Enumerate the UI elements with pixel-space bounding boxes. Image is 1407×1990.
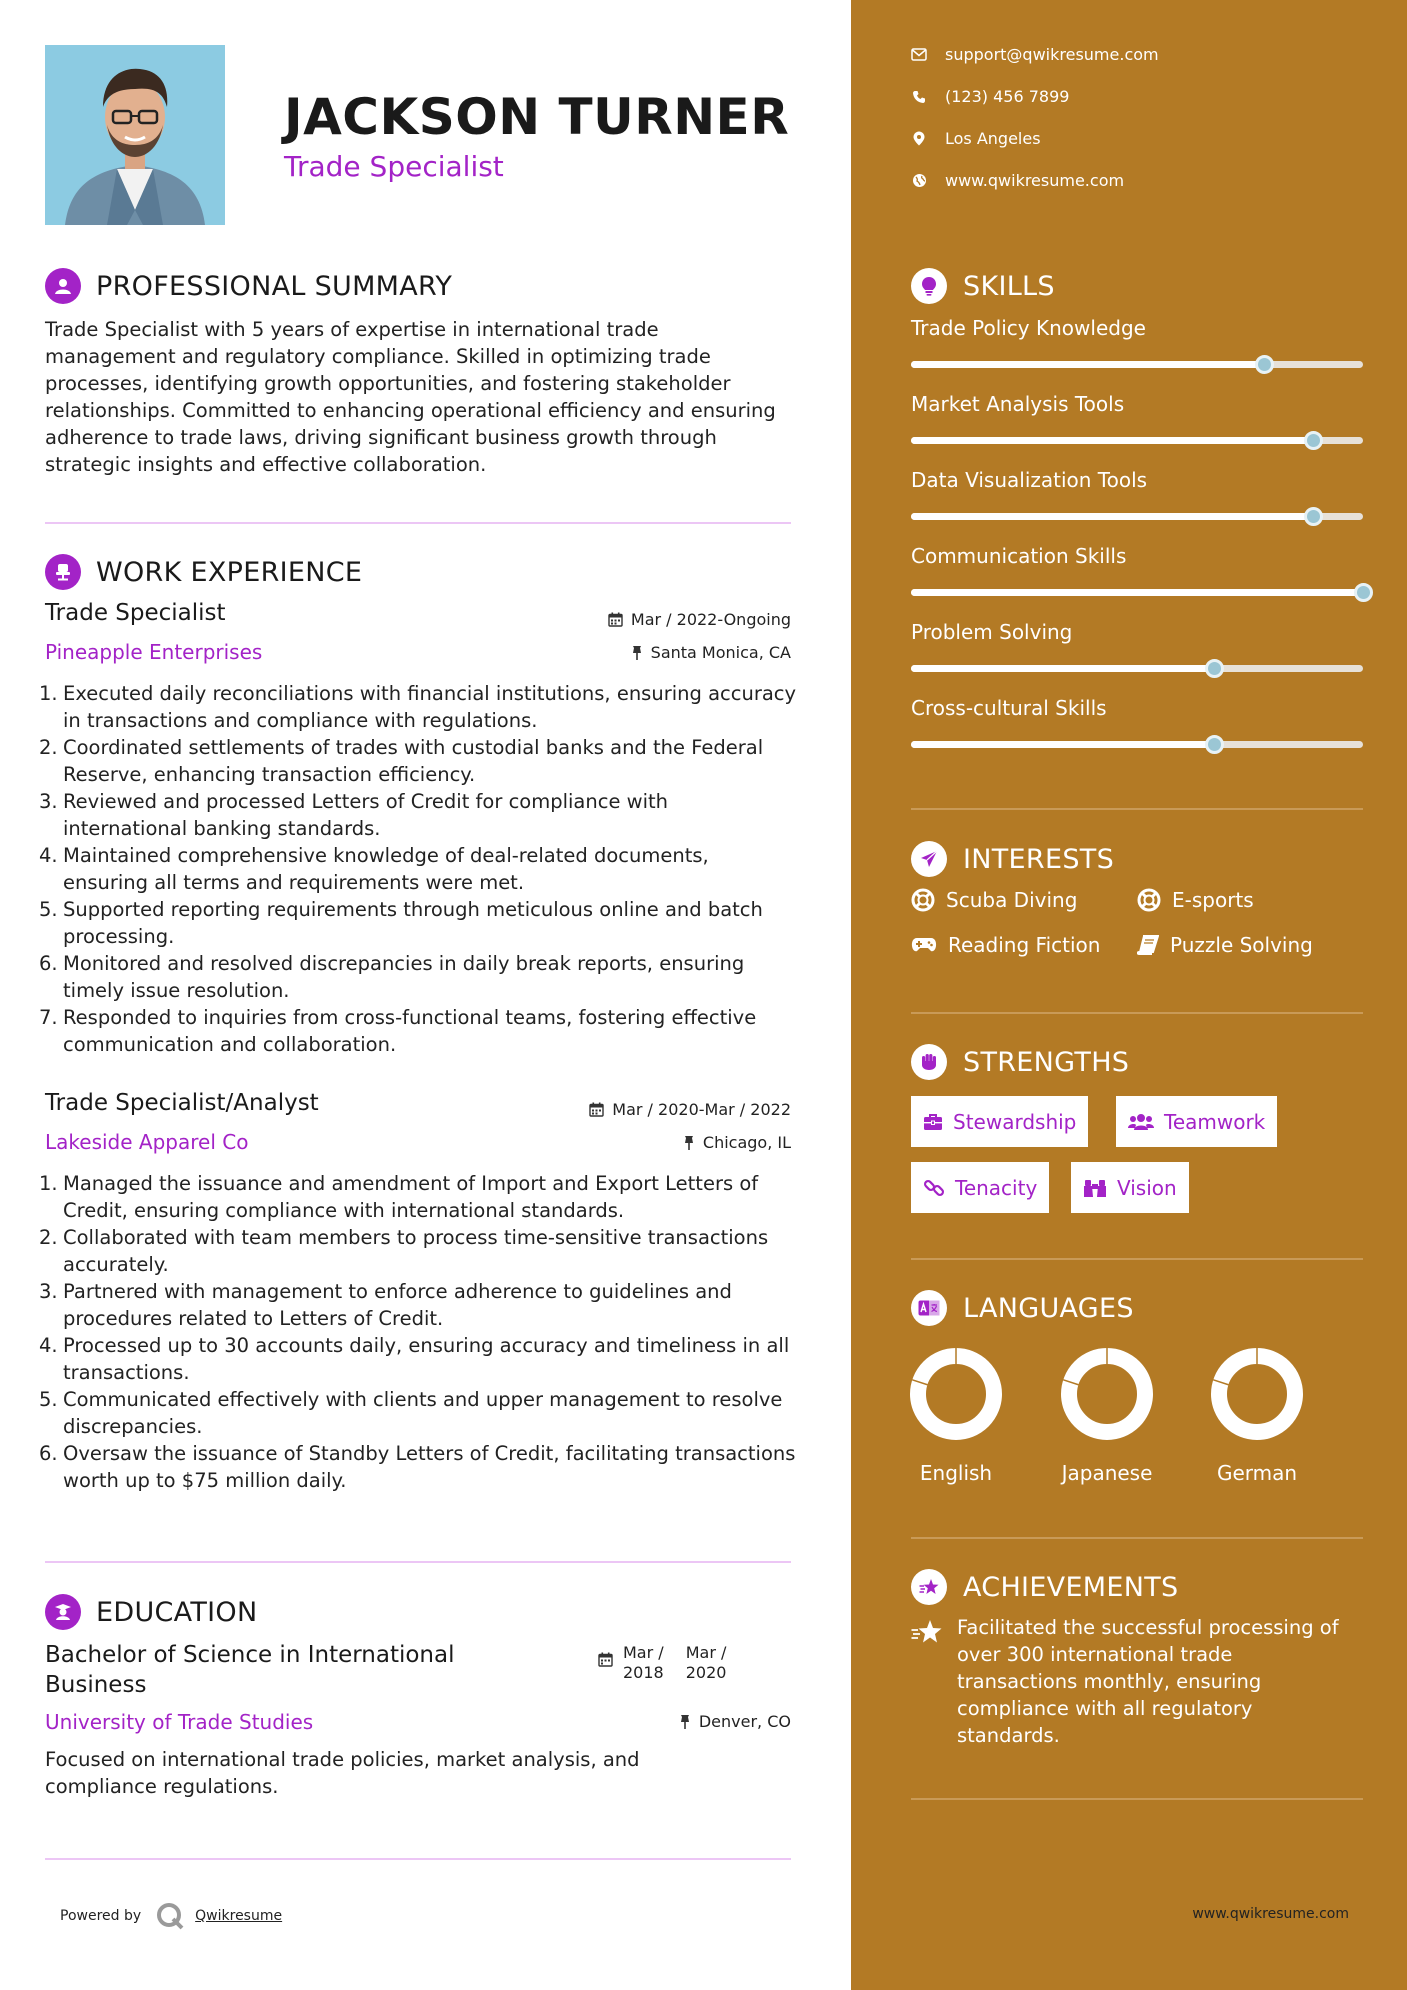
language-ring-track — [1219, 1356, 1295, 1432]
candidate-title: Trade Specialist — [284, 150, 504, 183]
interest-item — [1137, 888, 1254, 912]
skills-heading: SKILLS — [963, 270, 1055, 302]
skill-level-knob — [1304, 507, 1323, 526]
duty-text: Oversaw the issuance of Standby Letters of Credit, facilitating transactions worth up to $75 million daily. — [63, 1442, 796, 1492]
duty-item: 4. Maintained comprehensive knowledge of deal-related documents, ensuring all terms and requirements were met. — [39, 844, 709, 894]
sidebar — [851, 0, 1407, 1990]
duty-text: Collaborated with team members to process time-sensitive transactions accurately. — [63, 1226, 769, 1276]
star-badge-icon — [911, 1618, 943, 1646]
contact-email[interactable] — [911, 45, 1159, 64]
duty-text: Coordinated settlements of trades with custodial banks and the Federal Reserve, enhancing transaction efficiency. — [63, 736, 764, 786]
briefcase-icon — [923, 1113, 943, 1131]
powered-by-label: Powered by — [60, 1908, 142, 1924]
footer-website[interactable]: www.qwikresume.com — [1192, 1906, 1349, 1922]
strength-badge — [1071, 1162, 1189, 1213]
strengths-header — [911, 1044, 1129, 1080]
skill-label: Data Visualization Tools — [911, 468, 1148, 492]
job-dates — [608, 610, 791, 629]
lifebuoy-icon — [1137, 888, 1161, 912]
achievements-heading: ACHIEVEMENTS — [963, 1571, 1179, 1603]
section-divider — [911, 1798, 1363, 1800]
paper-plane-icon — [911, 841, 947, 877]
education-header — [45, 1594, 257, 1630]
skill-level-knob — [1354, 583, 1373, 602]
language-ring-track — [1069, 1356, 1145, 1432]
job-dates-text: Mar / 2020-Mar / 2022 — [612, 1100, 791, 1119]
summary-heading: PROFESSIONAL SUMMARY — [96, 270, 453, 302]
achievement-item — [911, 1614, 1357, 1749]
qwikresume-logo-icon — [155, 1901, 185, 1931]
skill-label: Problem Solving — [911, 620, 1073, 644]
skill-level-bar — [911, 361, 1363, 368]
duty-text: Communicated effectively with clients and upper management to resolve discrepancies. — [63, 1388, 783, 1438]
company-name: Lakeside Apparel Co — [45, 1130, 249, 1154]
language-level-ring — [906, 1344, 1006, 1444]
skill-label: Market Analysis Tools — [911, 392, 1125, 416]
skill-level-fill — [911, 741, 1214, 748]
job-location-text: Santa Monica, CA — [650, 643, 791, 662]
end-year: 2020 — [685, 1663, 727, 1682]
duty-item: 1. Executed daily reconciliations with financial institutions, ensuring accuracy in transactions and compliance with regulations. — [39, 682, 797, 732]
languages-header — [911, 1290, 1134, 1326]
skill-label: Communication Skills — [911, 544, 1127, 568]
degree-line-2: Business — [45, 1672, 147, 1698]
book-icon — [1137, 935, 1159, 955]
duty-item: 3. Partnered with management to enforce adherence to guidelines and procedures related to Letters of Credit. — [39, 1280, 732, 1330]
language-label: English — [919, 1461, 993, 1485]
binoculars-icon — [1083, 1178, 1107, 1198]
candidate-name: JACKSON TURNER — [284, 88, 790, 146]
interest-item — [1137, 933, 1313, 957]
users-icon — [1128, 1113, 1154, 1131]
summary-header — [45, 268, 452, 304]
duty-item: 5. Communicated effectively with clients and upper management to resolve discrepancies. — [39, 1388, 783, 1438]
strength-label: Teamwork — [1164, 1109, 1266, 1134]
interest-item — [911, 888, 1077, 912]
duty-text: Partnered with management to enforce adherence to guidelines and procedures related to Letters of Credit. — [63, 1280, 732, 1330]
language-ring-track — [918, 1356, 994, 1432]
email-text: support@qwikresume.com — [945, 45, 1159, 64]
strength-label: Stewardship — [953, 1109, 1077, 1134]
section-divider — [911, 808, 1363, 810]
skill-level-bar — [911, 513, 1363, 520]
website-text: www.qwikresume.com — [945, 171, 1125, 190]
skill-level-bar — [911, 741, 1363, 748]
experience-header — [45, 554, 362, 590]
school-name: University of Trade Studies — [45, 1710, 314, 1734]
envelope-icon — [911, 48, 927, 61]
section-divider — [45, 1858, 791, 1860]
duty-text: Managed the issuance and amendment of Import and Export Letters of Credit, ensuring compliance with international standards. — [63, 1172, 759, 1222]
job-location — [631, 643, 791, 662]
language-item — [1057, 1344, 1157, 1485]
job-location — [683, 1133, 791, 1152]
strength-label: Tenacity — [955, 1175, 1038, 1200]
school-location — [679, 1712, 791, 1731]
company-name: Pineapple Enterprises — [45, 640, 263, 664]
job-dates — [589, 1100, 791, 1119]
start-year: 2018 — [623, 1663, 664, 1682]
globe-icon — [912, 173, 927, 188]
skill-level-fill — [911, 665, 1214, 672]
language-level-ring — [1207, 1344, 1307, 1444]
qwikresume-link[interactable]: Qwikresume — [195, 1908, 283, 1924]
pin-icon — [631, 645, 643, 660]
section-divider — [45, 522, 791, 524]
skill-label: Trade Policy Knowledge — [911, 316, 1146, 340]
link-icon — [923, 1177, 945, 1199]
duty-text: Maintained comprehensive knowledge of deal-related documents, ensuring all terms and requirements were met. — [63, 844, 709, 894]
contact-location — [911, 129, 1041, 148]
lifebuoy-icon — [911, 888, 935, 912]
location-text: Los Angeles — [945, 129, 1041, 148]
job-title: Trade Specialist/Analyst — [45, 1090, 319, 1116]
degree-line-1: Bachelor of Science in International — [45, 1642, 455, 1668]
section-divider — [911, 1012, 1363, 1014]
language-label: German — [1216, 1461, 1298, 1485]
duty-item: 4. Processed up to 30 accounts daily, ensuring accuracy and timeliness in all transactions. — [39, 1334, 790, 1384]
languages-heading: LANGUAGES — [963, 1292, 1134, 1324]
job-title: Trade Specialist — [45, 600, 226, 626]
contact-phone[interactable] — [911, 87, 1069, 106]
skill-level-knob — [1205, 735, 1224, 754]
skills-header — [911, 268, 1055, 304]
interest-label: Puzzle Solving — [1170, 933, 1313, 957]
pin-icon — [679, 1714, 691, 1729]
translate-icon — [911, 1290, 947, 1326]
job-duties-list — [39, 680, 797, 1058]
job-dates-text: Mar / 2022-Ongoing — [630, 610, 791, 629]
duty-item: 1. Managed the issuance and amendment of Import and Export Letters of Credit, ensuring compliance with international standards. — [39, 1172, 759, 1222]
strength-label: Vision — [1117, 1175, 1177, 1200]
skill-level-fill — [911, 589, 1363, 596]
job-location-text: Chicago, IL — [702, 1133, 791, 1152]
calendar-icon — [608, 612, 623, 627]
skill-level-knob — [1304, 431, 1323, 450]
language-level-ring — [1057, 1344, 1157, 1444]
duty-text: Reviewed and processed Letters of Credit for compliance with international banking standards. — [63, 790, 669, 840]
profile-photo — [45, 45, 225, 225]
interest-label: E-sports — [1172, 888, 1254, 912]
duty-text: Responded to inquiries from cross-functional teams, fostering effective communication and collaboration. — [63, 1006, 757, 1056]
strength-badge — [911, 1096, 1088, 1147]
duty-text: Executed daily reconciliations with financial institutions, ensuring accuracy in transactions and compliance with regulations. — [63, 682, 797, 732]
interests-heading: INTERESTS — [963, 843, 1115, 875]
calendar-icon — [589, 1102, 604, 1117]
interest-item — [911, 933, 1100, 957]
powered-by — [60, 1901, 282, 1931]
skill-level-knob — [1255, 355, 1274, 374]
language-item — [1207, 1344, 1307, 1485]
interests-header — [911, 841, 1114, 877]
school-location-text: Denver, CO — [698, 1712, 791, 1731]
interest-label: Scuba Diving — [946, 888, 1078, 912]
education-heading: EDUCATION — [96, 1596, 258, 1628]
job-duties-list — [39, 1170, 797, 1494]
language-item — [906, 1344, 1006, 1485]
duty-item: 6. Oversaw the issuance of Standby Letters of Credit, facilitating transactions worth up to $75 million daily. — [39, 1442, 796, 1492]
skill-level-knob — [1205, 659, 1224, 678]
education-description: Focused on international trade policies, market analysis, and compliance regulations. — [45, 1748, 640, 1798]
duty-item: 6. Monitored and resolved discrepancies in daily break reports, ensuring timely issue resolution. — [39, 952, 745, 1002]
duty-item: 2. Collaborated with team members to process time-sensitive transactions accurately. — [39, 1226, 769, 1276]
interest-label: Reading Fiction — [948, 933, 1101, 957]
pin-icon — [683, 1135, 695, 1150]
skill-level-bar — [911, 665, 1363, 672]
duty-text: Supported reporting requirements through meticulous online and batch processing. — [63, 898, 763, 948]
achievement-text: Facilitated the successful processing of over 300 international trade transactions monthly, ensuring compliance with all regulatory standards. — [957, 1616, 1339, 1747]
lightbulb-icon — [911, 268, 947, 304]
language-label: Japanese — [1061, 1461, 1153, 1485]
skill-label: Cross-cultural Skills — [911, 696, 1107, 720]
office-chair-icon — [45, 554, 81, 590]
strength-badge — [1116, 1096, 1277, 1147]
summary-text: Trade Specialist with 5 years of expertise in international trade management and regulatory compliance. Skilled in optimizing trade processes, identifying growth opportunities, and fostering stakeholder relationships. Committed to enhancing operational efficiency and ensuring adherence to trade laws, driving significant business growth through strategic insights and effective collaboration. — [45, 318, 776, 476]
section-divider — [911, 1258, 1363, 1260]
user-icon — [45, 268, 81, 304]
duty-item: 5. Supported reporting requirements through meticulous online and batch processing. — [39, 898, 763, 948]
calendar-icon — [598, 1652, 613, 1667]
star-badge-icon — [911, 1569, 947, 1605]
fist-icon — [911, 1044, 947, 1080]
gamepad-icon — [911, 937, 937, 953]
duty-text: Monitored and resolved discrepancies in daily break reports, ensuring timely issue resolution. — [63, 952, 745, 1002]
skill-level-fill — [911, 513, 1313, 520]
duty-item: 7. Responded to inquiries from cross-functional teams, fostering effective communication and collaboration. — [39, 1006, 757, 1056]
contact-website[interactable] — [911, 171, 1124, 190]
strengths-heading: STRENGTHS — [963, 1046, 1130, 1078]
graduate-icon — [45, 1594, 81, 1630]
achievements-header — [911, 1569, 1179, 1605]
duty-text: Processed up to 30 accounts daily, ensuring accuracy and timeliness in all transactions. — [63, 1334, 790, 1384]
education-dates — [598, 1643, 726, 1683]
phone-icon — [912, 90, 926, 104]
skill-level-bar — [911, 437, 1363, 444]
section-divider — [911, 1537, 1363, 1539]
experience-heading: WORK EXPERIENCE — [96, 556, 363, 588]
strength-badge — [911, 1162, 1049, 1213]
phone-text: (123) 456 7899 — [945, 87, 1070, 106]
skill-level-fill — [911, 437, 1313, 444]
map-marker-icon — [913, 131, 925, 146]
section-divider — [45, 1561, 791, 1563]
duty-item: 3. Reviewed and processed Letters of Credit for compliance with international banking standards. — [39, 790, 669, 840]
skill-level-bar — [911, 589, 1363, 596]
end-month: Mar / — [685, 1643, 727, 1662]
duty-item: 2. Coordinated settlements of trades with custodial banks and the Federal Reserve, enhancing transaction efficiency. — [39, 736, 764, 786]
start-month: Mar / — [623, 1643, 664, 1662]
skill-level-fill — [911, 361, 1264, 368]
degree-title — [45, 1640, 455, 1700]
